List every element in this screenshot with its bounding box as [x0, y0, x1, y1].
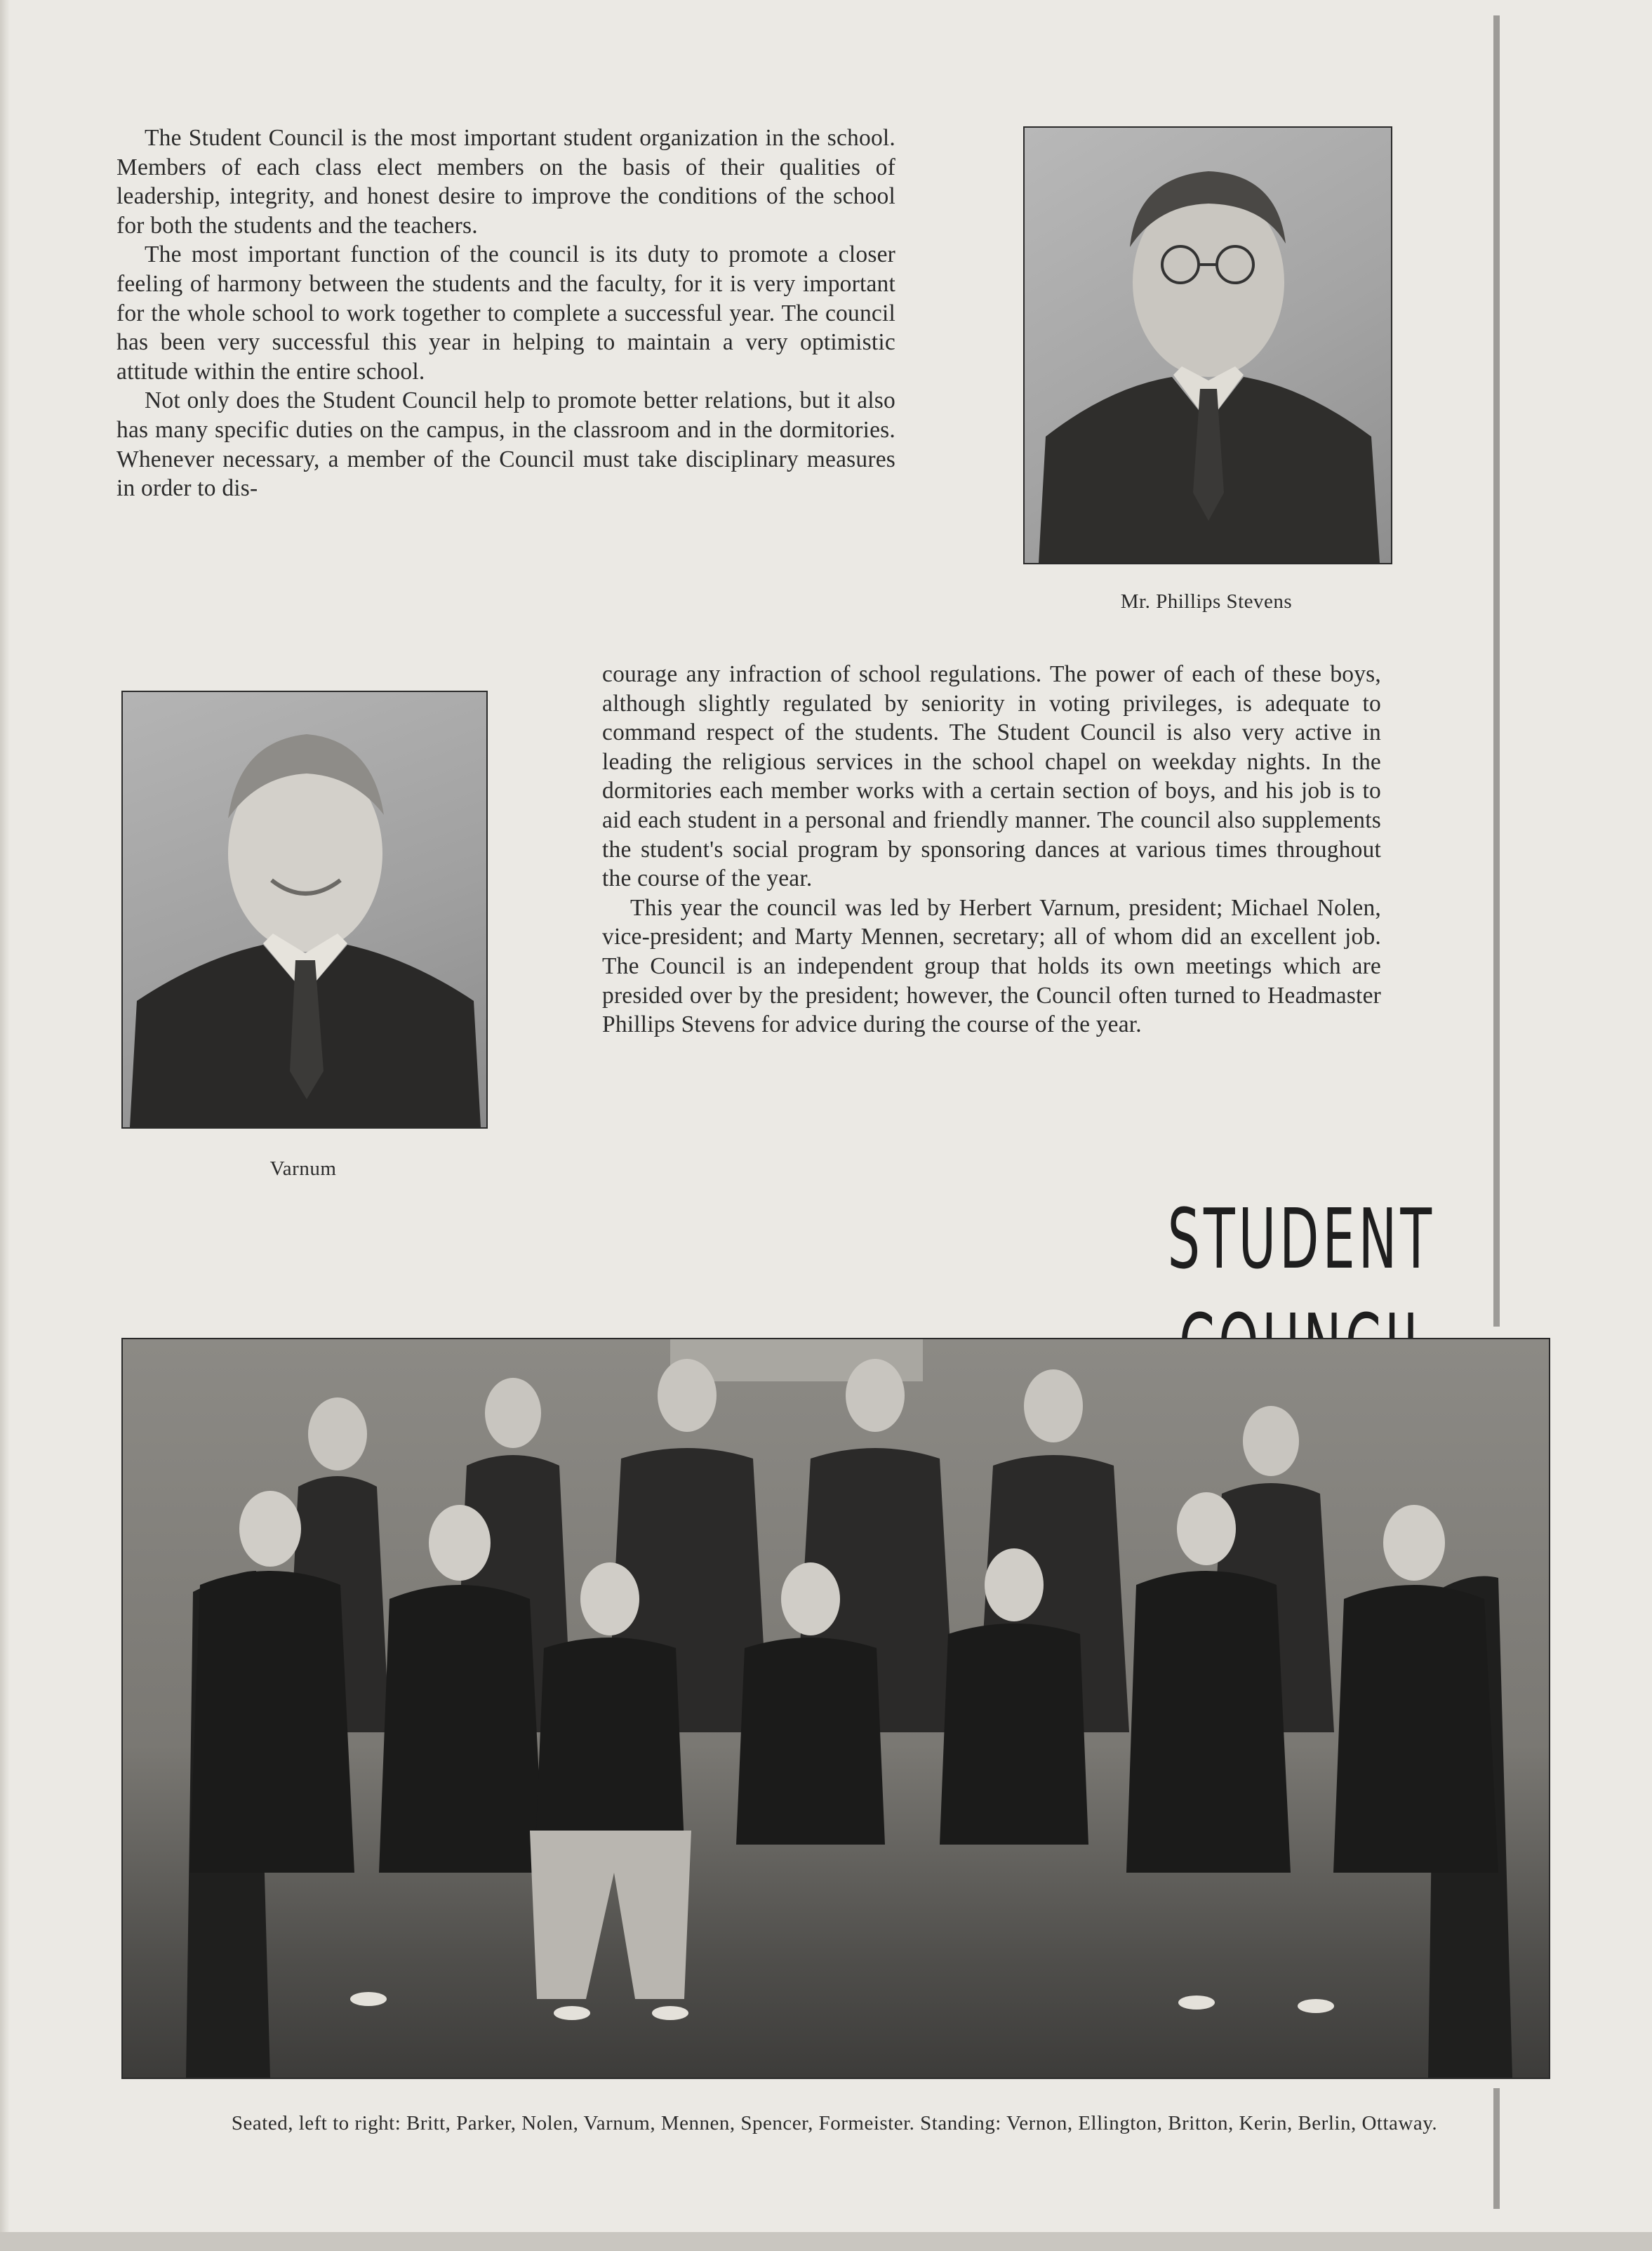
article-paragraph: The Student Council is the most important student organization in the school. Members of each class elect members on the basis of their qualities of leadership, integrity, and honest desire to improve the conditions of the school for both the students and the teachers.	[116, 125, 895, 239]
article-column-2	[602, 660, 1381, 1040]
page-bottom-edge	[0, 2232, 1652, 2251]
caption-stevens: Mr. Phillips Stevens	[1120, 590, 1293, 613]
portrait-illustration	[123, 692, 486, 1127]
article-paragraph: This year the council was led by Herbert Varnum, president; Michael Nolen, vice-president; and Marty Mennen, secretary; all of whom did an excellent job. The Council is an independent group that holds its own meetings which are presided over by the president; however, the Council often turned to Headmaster Phillips Stevens for advice during the course of the year.	[602, 894, 1381, 1038]
caption-varnum: Varnum	[269, 1157, 337, 1180]
portrait-illustration	[1025, 128, 1391, 563]
article-paragraph: Not only does the Student Council help to promote better relations, but it also has many specific duties on the campus, in the classroom and in the dormitories. Whenever necessary, a member of the Council must take disciplinary measures in order to dis-	[116, 387, 895, 502]
group-photo-student-council	[121, 1338, 1550, 2079]
vertical-rule-top	[1493, 15, 1500, 1327]
section-heading: STUDENT	[1167, 1190, 1435, 1287]
portrait-photo-varnum	[121, 691, 488, 1129]
article-paragraph: courage any infraction of school regulations. The power of each of these boys, although slightly regulated by seniority in voting privileges, is adequate to command respect of the students. The Student Council is also very active in leading the religious services in the school chapel on weekday nights. In the dormitories each member works with a certain section of boys, and his job is to aid each student in a personal and friendly manner. The council also supplements the student's social program by sponsoring dances at various times throughout the course of the year.	[602, 661, 1381, 892]
page-edge	[0, 0, 10, 2251]
article-paragraph: The most important function of the council is its duty to promote a closer feeling of harmony between the students and the faculty, for it is very important for the whole school to work together to complete a successful year. The council has been very successful this year in helping to maintain a very optimistic attitude within the entire school.	[116, 241, 895, 385]
portrait-photo-stevens	[1023, 126, 1392, 564]
article-column-1	[116, 124, 895, 503]
group-illustration	[123, 1339, 1549, 2078]
vertical-rule-bottom	[1493, 2088, 1500, 2209]
caption-group-photo: Seated, left to right: Britt, Parker, Nolen, Varnum, Mennen, Spencer, Formeister. Standing: Vernon, Ellington, Britton, Kerin, Berlin, Ottaway.	[231, 2112, 1438, 2134]
